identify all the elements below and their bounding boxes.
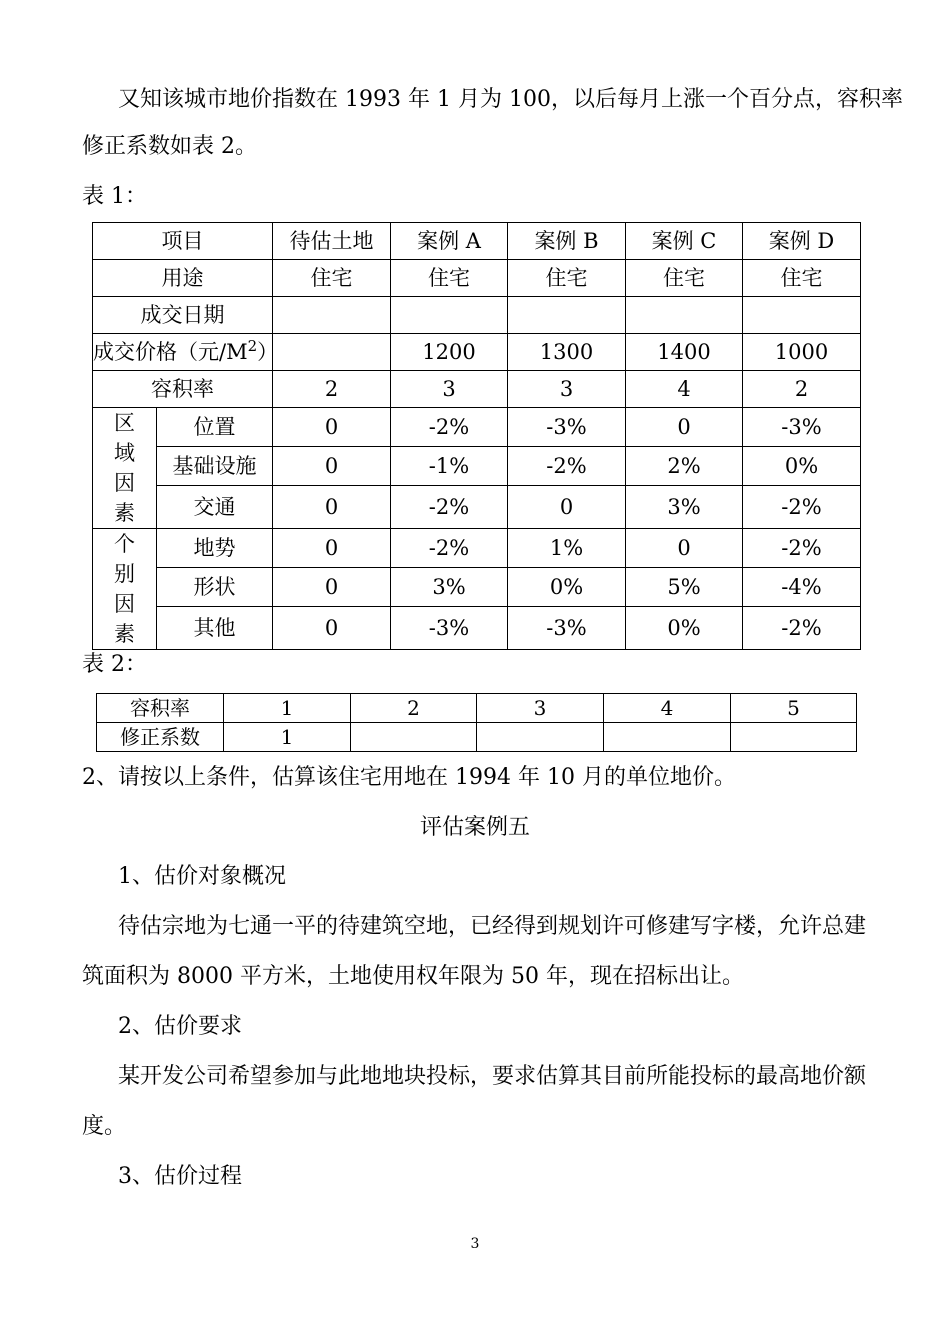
table-cell <box>477 723 604 752</box>
price-label-sup: 2 <box>247 337 258 355</box>
section-1-heading: 1、估价对象概况 <box>118 864 286 889</box>
table-cell: 住宅 <box>273 260 391 297</box>
table-cell: 0 <box>273 485 391 528</box>
table-cell: -3% <box>743 408 861 447</box>
table-cell: 5 <box>731 694 857 723</box>
table-header-cell: 项目 <box>93 223 273 260</box>
table-cell: 3% <box>391 567 508 606</box>
table-cell: 0 <box>273 408 391 447</box>
row-label: 地势 <box>157 529 273 568</box>
table-cell: -2% <box>743 606 861 649</box>
table-cell <box>351 723 477 752</box>
group-char: 因 <box>114 592 135 616</box>
table-cell: 2 <box>351 694 477 723</box>
table-cell: 0 <box>273 529 391 568</box>
group-char: 个 <box>114 532 135 556</box>
table-cell: 3 <box>391 371 508 408</box>
table-row <box>93 529 861 568</box>
table-cell: 0 <box>626 529 743 568</box>
table-cell: 4 <box>626 371 743 408</box>
group-char: 域 <box>114 441 135 465</box>
table-cell: 0% <box>626 606 743 649</box>
table-cell <box>273 297 391 334</box>
section-2-text-line2: 度。 <box>82 1114 127 1139</box>
group-char: 因 <box>114 471 135 495</box>
row-label: 交通 <box>157 485 273 528</box>
table-row <box>93 446 861 485</box>
row-label: 基础设施 <box>157 446 273 485</box>
group-char: 别 <box>114 562 135 586</box>
row-label: 容积率 <box>97 694 224 723</box>
row-label: 位置 <box>157 408 273 447</box>
group-label-individual <box>93 529 157 650</box>
table-cell: 住宅 <box>508 260 626 297</box>
section-1-text-line2: 筑面积为 8000 平方米，土地使用权年限为 50 年，现在招标出让。 <box>82 964 744 989</box>
table-row <box>93 408 861 447</box>
table-cell <box>731 723 857 752</box>
group-char: 区 <box>114 411 135 435</box>
table-cell: 3 <box>477 694 604 723</box>
row-label: 容积率 <box>93 371 273 408</box>
price-label-close: ） <box>257 340 279 364</box>
question-2: 2、请按以上条件，估算该住宅用地在 1994 年 10 月的单位地价。 <box>82 765 736 790</box>
row-label: 成交日期 <box>93 297 273 334</box>
table-cell: 1 <box>224 694 351 723</box>
table-header-cell: 案例 B <box>508 223 626 260</box>
table-cell: 0 <box>626 408 743 447</box>
table-cell <box>743 297 861 334</box>
table-cell: 2 <box>743 371 861 408</box>
table-header-cell: 案例 A <box>391 223 508 260</box>
table-cell: 住宅 <box>391 260 508 297</box>
table-cell: 4 <box>604 694 731 723</box>
section-2-text-line1: 某开发公司希望参加与此地地块投标，要求估算其目前所能投标的最高地价额 <box>118 1064 867 1089</box>
table-cell: 0% <box>508 567 626 606</box>
table-row <box>93 297 861 334</box>
group-label-regional <box>93 408 157 529</box>
table-cell <box>273 334 391 371</box>
row-label: 用途 <box>93 260 273 297</box>
table-row <box>93 371 861 408</box>
table-cell: -2% <box>391 408 508 447</box>
table-cell: -3% <box>508 408 626 447</box>
table-header-cell: 案例 C <box>626 223 743 260</box>
table-cell: 5% <box>626 567 743 606</box>
table-cell: 0 <box>273 606 391 649</box>
section-2-heading: 2、估价要求 <box>118 1014 242 1039</box>
table-cell: -2% <box>391 485 508 528</box>
page-number: 3 <box>470 1236 480 1252</box>
table1-caption: 表 1： <box>82 184 147 209</box>
table-row <box>93 485 861 528</box>
table-cell: 1200 <box>391 334 508 371</box>
table-row <box>93 334 861 371</box>
table-cell: 3 <box>508 371 626 408</box>
table-header-cell: 案例 D <box>743 223 861 260</box>
table-cell: 住宅 <box>743 260 861 297</box>
table-cell: 0 <box>273 446 391 485</box>
table-cell: -1% <box>391 446 508 485</box>
table-header-cell: 待估土地 <box>273 223 391 260</box>
table-cell <box>508 297 626 334</box>
table-row <box>93 606 861 649</box>
table-cell <box>391 297 508 334</box>
table-cell: -2% <box>508 446 626 485</box>
table-cell: 0% <box>743 446 861 485</box>
group-char: 素 <box>114 622 135 646</box>
table-cell: 2% <box>626 446 743 485</box>
table-row <box>93 223 861 260</box>
table-cell: -2% <box>743 485 861 528</box>
row-label <box>93 334 279 371</box>
table-cell: -3% <box>508 606 626 649</box>
table-cell <box>604 723 731 752</box>
price-label-text: 成交价格（元/M <box>93 340 248 364</box>
table-cell: 1% <box>508 529 626 568</box>
paragraph-index-line2: 修正系数如表 2。 <box>82 134 257 159</box>
table-cell: -2% <box>391 529 508 568</box>
table-cell: -4% <box>743 567 861 606</box>
table-cell: 0 <box>508 485 626 528</box>
table-cell: 1300 <box>508 334 626 371</box>
section-3-heading: 3、估价过程 <box>118 1164 242 1189</box>
table-cell: -3% <box>391 606 508 649</box>
table-cell: -2% <box>743 529 861 568</box>
table-cell: 1 <box>224 723 351 752</box>
comparison-table <box>92 222 861 650</box>
far-correction-table <box>96 693 857 752</box>
case-title: 评估案例五 <box>419 815 530 840</box>
table-cell: 1400 <box>626 334 743 371</box>
table-cell: 2 <box>273 371 391 408</box>
table-row <box>93 567 861 606</box>
table-cell <box>626 297 743 334</box>
group-char: 素 <box>114 501 135 525</box>
row-label: 形状 <box>157 567 273 606</box>
table2-caption: 表 2： <box>82 652 147 677</box>
table-cell: 住宅 <box>626 260 743 297</box>
paragraph-index-line1: 又知该城市地价指数在 1993 年 1 月为 100，以后每月上涨一个百分点，容积率 <box>118 87 903 112</box>
section-1-text-line1: 待估宗地为七通一平的待建筑空地，已经得到规划许可修建写字楼，允许总建 <box>118 914 867 939</box>
table-row <box>97 723 857 752</box>
table-cell: 3% <box>626 485 743 528</box>
row-label: 其他 <box>157 606 273 649</box>
table-row <box>93 260 861 297</box>
row-label: 修正系数 <box>97 723 224 752</box>
table-row <box>97 694 857 723</box>
table-cell: 0 <box>273 567 391 606</box>
table-cell: 1000 <box>743 334 861 371</box>
